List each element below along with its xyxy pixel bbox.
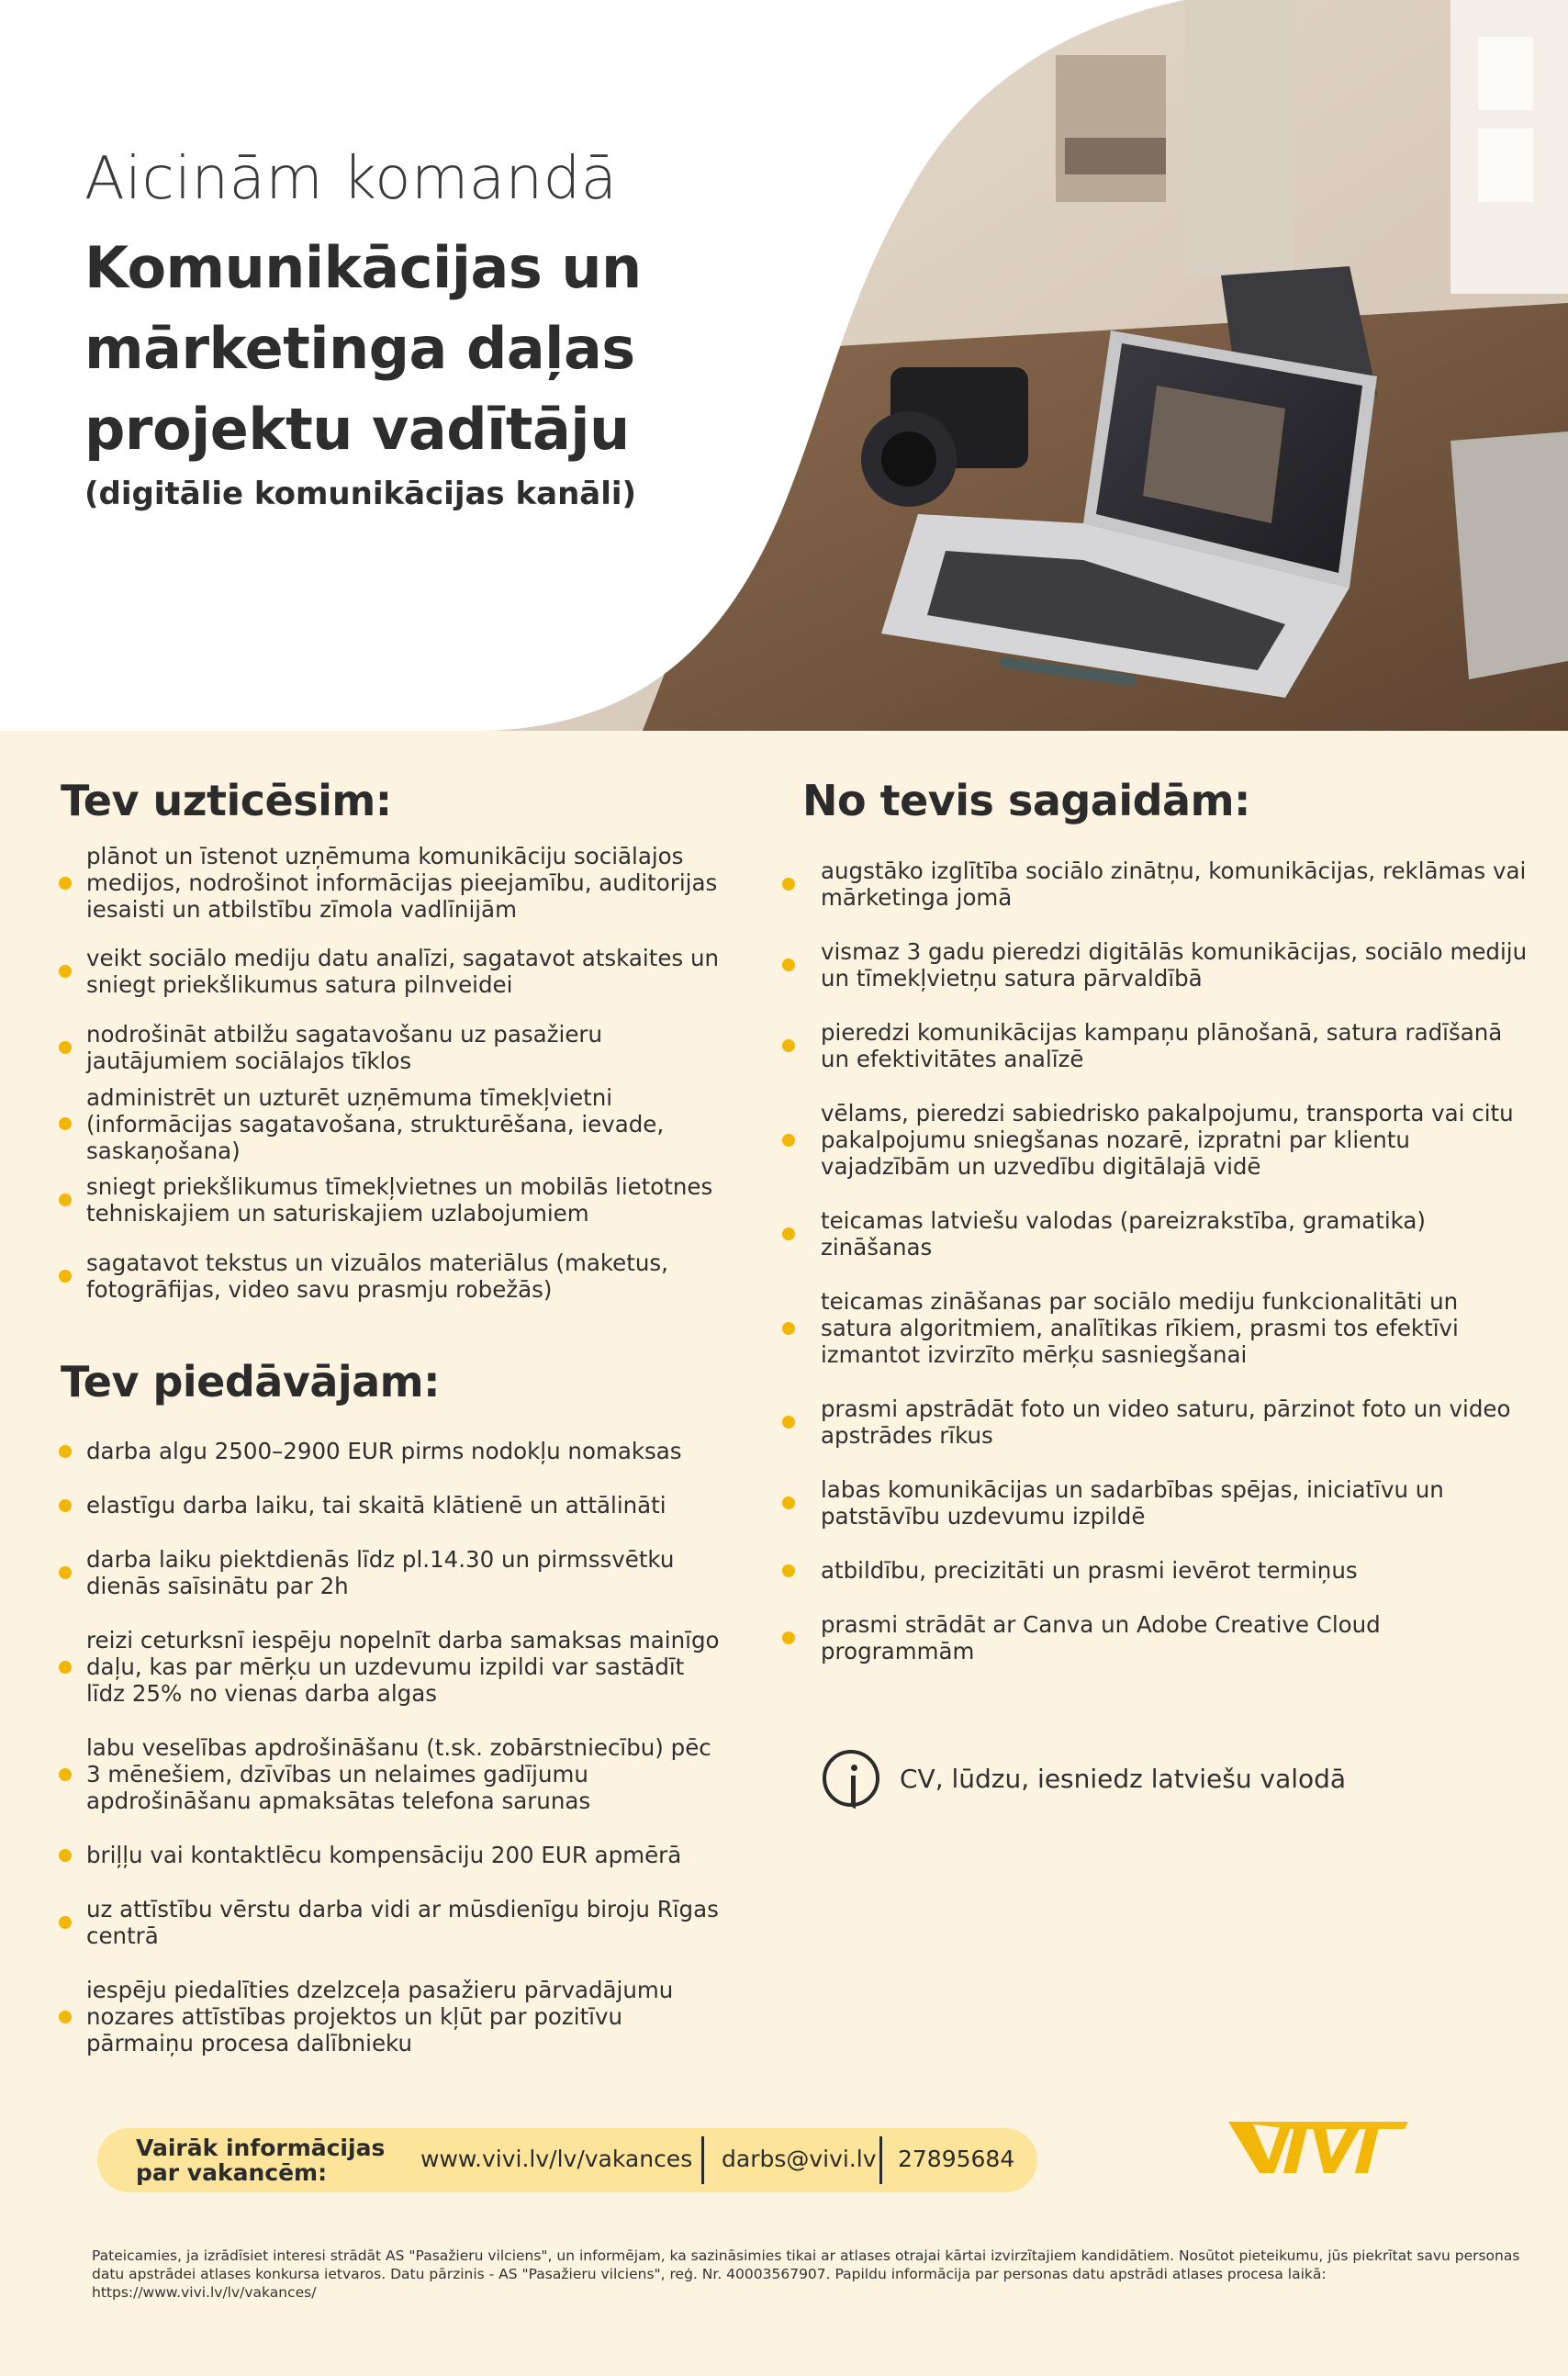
- contact-label: Vairāk informācijas par vakancēm:: [136, 2135, 386, 2186]
- divider: [879, 2136, 882, 2184]
- list-item: sniegt priekšlikumus tīmekļvietnes un mobilās lietotnes tehniskajiem un saturiskajiem uzlabojumiem: [59, 1173, 720, 1227]
- bullet-dot-icon: [59, 1768, 72, 1781]
- bullet-dot-icon: [782, 878, 795, 891]
- list-item: teicamas latviešu valodas (pareizrakstība, gramatika) zināšanas: [782, 1207, 1535, 1261]
- cv-language-note: [823, 1746, 1465, 1810]
- list-item: vēlams, pieredzi sabiedrisko pakalpojumu, transporta vai citu pakalpojumu sniegšanas nozarē, izpratni par klientu vajadzībām un uzvedību digitālajā vidē: [782, 1100, 1535, 1180]
- vivi-logo: [1228, 2114, 1408, 2184]
- divider: [701, 2136, 704, 2184]
- bullet-dot-icon: [59, 1916, 72, 1929]
- list-item: labas komunikācijas un sadarbības spējas, iniciatīvu un patstāvību uzdevumu izpildē: [782, 1476, 1535, 1530]
- list-item: darba laiku piektdienās līdz pl.14.30 un pirmssvētku dienās saīsinātu par 2h: [59, 1546, 720, 1599]
- list-item: pieredzi komunikācijas kampaņu plānošanā, satura radīšanā un efektivitātes analīzē: [782, 1019, 1535, 1072]
- offer-list: [59, 1438, 720, 2057]
- list-item: administrēt un uzturēt uzņēmuma tīmekļvietni (informācijas sagatavošana, strukturēšana, ievade, saskaņošana): [59, 1097, 720, 1150]
- section-heading-expect: No tevis sagaidām:: [802, 776, 1250, 825]
- info-icon: [823, 1750, 879, 1807]
- bullet-dot-icon: [782, 1416, 795, 1429]
- bullet-dot-icon: [59, 1661, 72, 1674]
- list-item: iespēju piedalīties dzelzceļa pasažieru pārvadājumu nozares attīstības projektos un kļūt par pozitīvu pārmaiņu procesa dalībnieku: [59, 1977, 720, 2057]
- bullet-dot-icon: [59, 1041, 72, 1054]
- bullet-dot-icon: [59, 1566, 72, 1579]
- list-item: elastīgu darba laiku, tai skaitā klātienē un attālināti: [59, 1492, 720, 1519]
- list-item: teicamas zināšanas par sociālo mediju funkcionalitāti un satura algoritmiem, analītikas rīkiem, prasmi tos efektīvi izmantot izvirzīto mērķu sasniegšanai: [782, 1288, 1535, 1368]
- list-item: plānot un īstenot uzņēmuma komunikāciju sociālajos medijos, nodrošinot informācijas pieejamību, auditorijas iesaisti un atbilstību zīmola vadlīnijām: [59, 843, 720, 923]
- list-item: labu veselības apdrošināšanu (t.sk. zobārstniecību) pēc 3 mēnešiem, dzīvības un nelaimes gadījumu apdrošināšanu apmaksātas telefona sarunas: [59, 1734, 720, 1814]
- cv-language-text: CV, lūdzu, iesniedz latviešu valodā: [900, 1763, 1347, 1794]
- bullet-dot-icon: [59, 965, 72, 978]
- list-item: sagatavot tekstus un vizuālos materiālus (maketus, fotogrāfijas, video savu prasmju robežās): [59, 1250, 720, 1303]
- contact-bar: [97, 2128, 1037, 2192]
- list-item: prasmi apstrādāt foto un video saturu, pārzinot foto un video apstrādes rīkus: [782, 1395, 1535, 1449]
- phone-link[interactable]: 27895684: [898, 2146, 1015, 2172]
- list-item: vismaz 3 gadu pieredzi digitālās komunikācijas, sociālo mediju un tīmekļvietņu satura pārvaldībā: [782, 938, 1535, 992]
- list-item: veikt sociālo mediju datu analīzi, sagatavot atskaites un sniegt priekšlikumus satura pilnveidei: [59, 945, 720, 998]
- bullet-dot-icon: [782, 1496, 795, 1509]
- bullet-dot-icon: [59, 1270, 72, 1283]
- bullet-dot-icon: [59, 2011, 72, 2023]
- bullet-dot-icon: [59, 1117, 72, 1130]
- list-item: reizi ceturksnī iespēju nopelnīt darba samaksas mainīgo daļu, kas par mērķu un uzdevumu izpildi var sastādīt līdz 25% no vienas darba algas: [59, 1627, 720, 1707]
- bullet-dot-icon: [59, 1499, 72, 1512]
- email-link[interactable]: darbs@vivi.lv: [722, 2146, 877, 2172]
- expect-list: [782, 857, 1535, 1664]
- privacy-footer: Pateicamies, ja izrādīsiet interesi strādāt AS "Pasažieru vilciens", un informējam, ka sazināsimies tikai ar atlases otrajai kārtai izvirzītajiem kandidātiem. Nosūtot pieteikumu, jūs piekrītat savu personas datu apstrādei atlases konkursa ietvaros. Datu pārzinis - AS "Pasažieru vilciens", reģ. Nr. 40003567907. Papildu informācija par personas datu apstrādi atlases procesa laikā: https://www.vivi.lv/lv/vakances/: [92, 2247, 1520, 2301]
- hero-banner: [0, 0, 1568, 731]
- trust-list: [59, 843, 720, 1326]
- list-item: uz attīstību vērstu darba vidi ar mūsdienīgu biroju Rīgas centrā: [59, 1896, 720, 1949]
- list-item: darba algu 2500–2900 EUR pirms nodokļu nomaksas: [59, 1438, 720, 1464]
- job-title: Komunikācijas un mārketinga daļas projektu vadītāju: [84, 234, 642, 463]
- bullet-dot-icon: [782, 958, 795, 971]
- section-heading-offer: Tev piedāvājam:: [61, 1357, 440, 1407]
- list-item: nodrošināt atbilžu sagatavošanu uz pasažieru jautājumiem sociālajos tīklos: [59, 1021, 720, 1074]
- bullet-dot-icon: [59, 877, 72, 890]
- section-heading-trust: Tev uzticēsim:: [61, 776, 392, 825]
- job-subtitle: (digitālie komunikācijas kanāli): [84, 476, 637, 512]
- list-item: prasmi strādāt ar Canva un Adobe Creative Cloud programmām: [782, 1611, 1535, 1664]
- bullet-dot-icon: [782, 1631, 795, 1644]
- website-link[interactable]: www.vivi.lv/lv/vakances: [420, 2146, 693, 2172]
- bullet-dot-icon: [782, 1227, 795, 1240]
- bullet-dot-icon: [782, 1039, 795, 1052]
- list-item: augstāko izglītība sociālo zinātņu, komunikācijas, reklāmas vai mārketinga jomā: [782, 857, 1535, 911]
- list-item: atbildību, precizitāti un prasmi ievērot termiņus: [782, 1557, 1535, 1584]
- list-item: briļļu vai kontaktlēcu kompensāciju 200 EUR apmērā: [59, 1842, 720, 1868]
- bullet-dot-icon: [59, 1849, 72, 1862]
- bullet-dot-icon: [59, 1445, 72, 1458]
- bullet-dot-icon: [782, 1564, 795, 1577]
- bullet-dot-icon: [782, 1134, 795, 1147]
- bullet-dot-icon: [59, 1194, 72, 1206]
- hero-intro: Aicinām komandā: [84, 145, 618, 213]
- bullet-dot-icon: [782, 1322, 795, 1335]
